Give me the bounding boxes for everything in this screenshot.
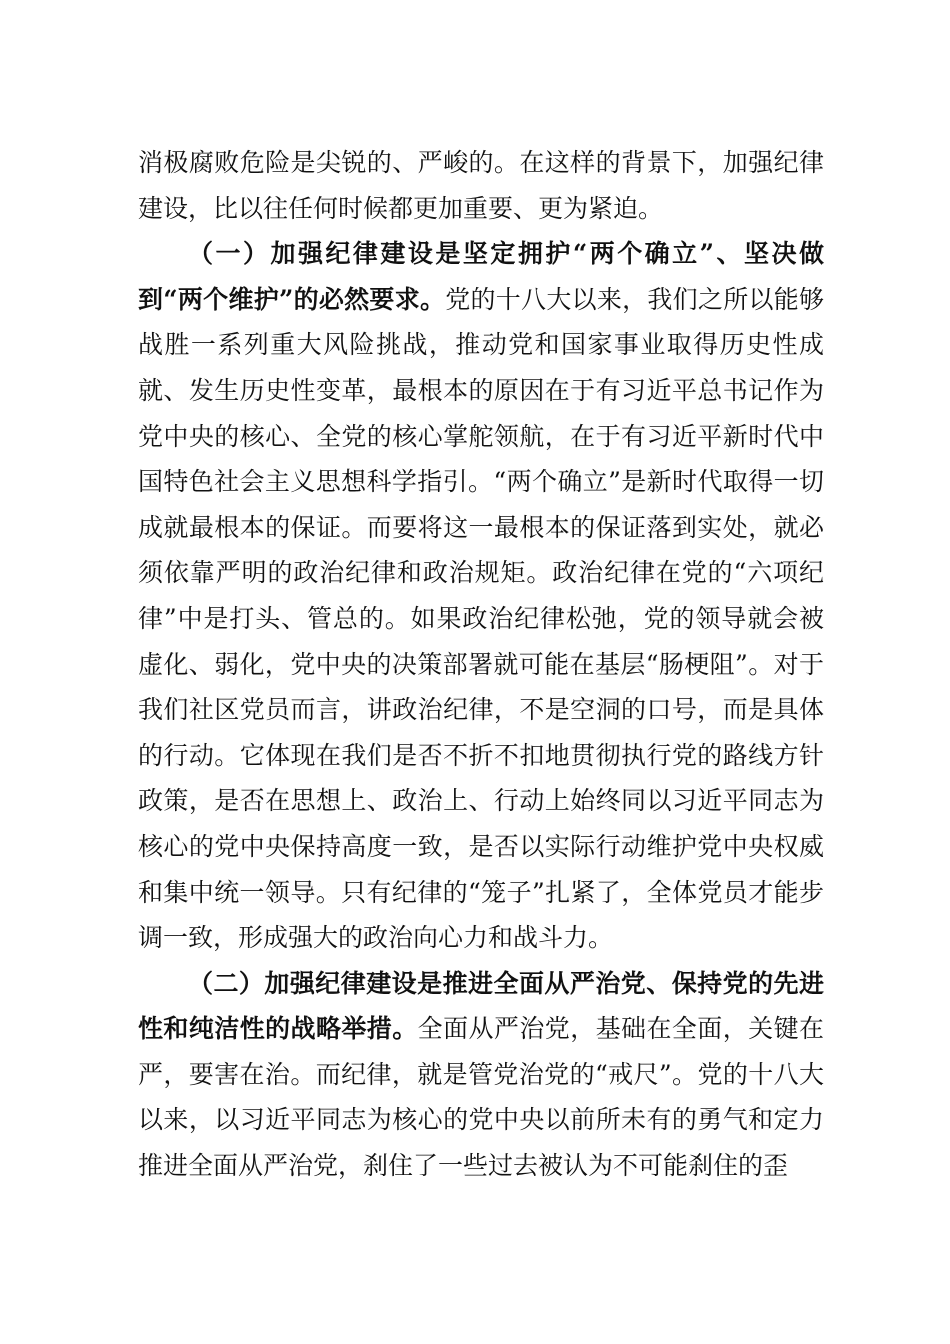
paragraph-text: 消极腐败危险是尖锐的、严峻的。在这样的背景下，加强纪律建设，比以往任何时候都更加重要、更为紧迫。: [138, 148, 824, 223]
paragraph-text: 全面从严治党，基础在全面，关键在严，要害在治。而纪律，就是管党治党的“戒尺”。党的十八大以来，以习近平同志为核心的党中央以前所未有的勇气和定力推进全面从严治党，刹住了一些过去被认为不可能刹住的歪: [138, 1014, 824, 1181]
paragraph-section-1: [138, 231, 824, 961]
paragraph-continuation: [138, 140, 824, 231]
section-heading-2: （二）加强纪律建设是推进全面从严治党、保持党的先进性和纯洁性的战略举措。: [138, 968, 824, 1044]
paragraph-section-2: [138, 961, 824, 1189]
document-body: [138, 140, 824, 1189]
section-heading-1: （一）加强纪律建设是坚定拥护“两个确立”、坚决做到“两个维护”的必然要求。: [138, 239, 824, 314]
paragraph-text: 党的十八大以来，我们之所以能够战胜一系列重大风险挑战，推动党和国家事业取得历史性成就、发生历史性变革，最根本的原因在于有习近平总书记作为党中央的核心、全党的核心掌舵领航，在于有习近平新时代中国特色社会主义思想科学指引。“两个确立”是新时代取得一切成就最根本的保证。而要将这一最根本的保证落到实处，就必须依靠严明的政治纪律和政治规矩。政治纪律在党的“六项纪律”中是打头、管总的。如果政治纪律松弛，党的领导就会被虚化、弱化，党中央的决策部署就可能在基层“肠梗阻”。对于我们社区党员而言，讲政治纪律，不是空洞的口号，而是具体的行动。它体现在我们是否不折不扣地贯彻执行党的路线方针政策，是否在思想上、政治上、行动上始终同以习近平同志为核心的党中央保持高度一致，是否以实际行动维护党中央权威和集中统一领导。只有纪律的“笼子”扎紧了，全体党员才能步调一致，形成强大的政治向心力和战斗力。: [138, 284, 824, 953]
